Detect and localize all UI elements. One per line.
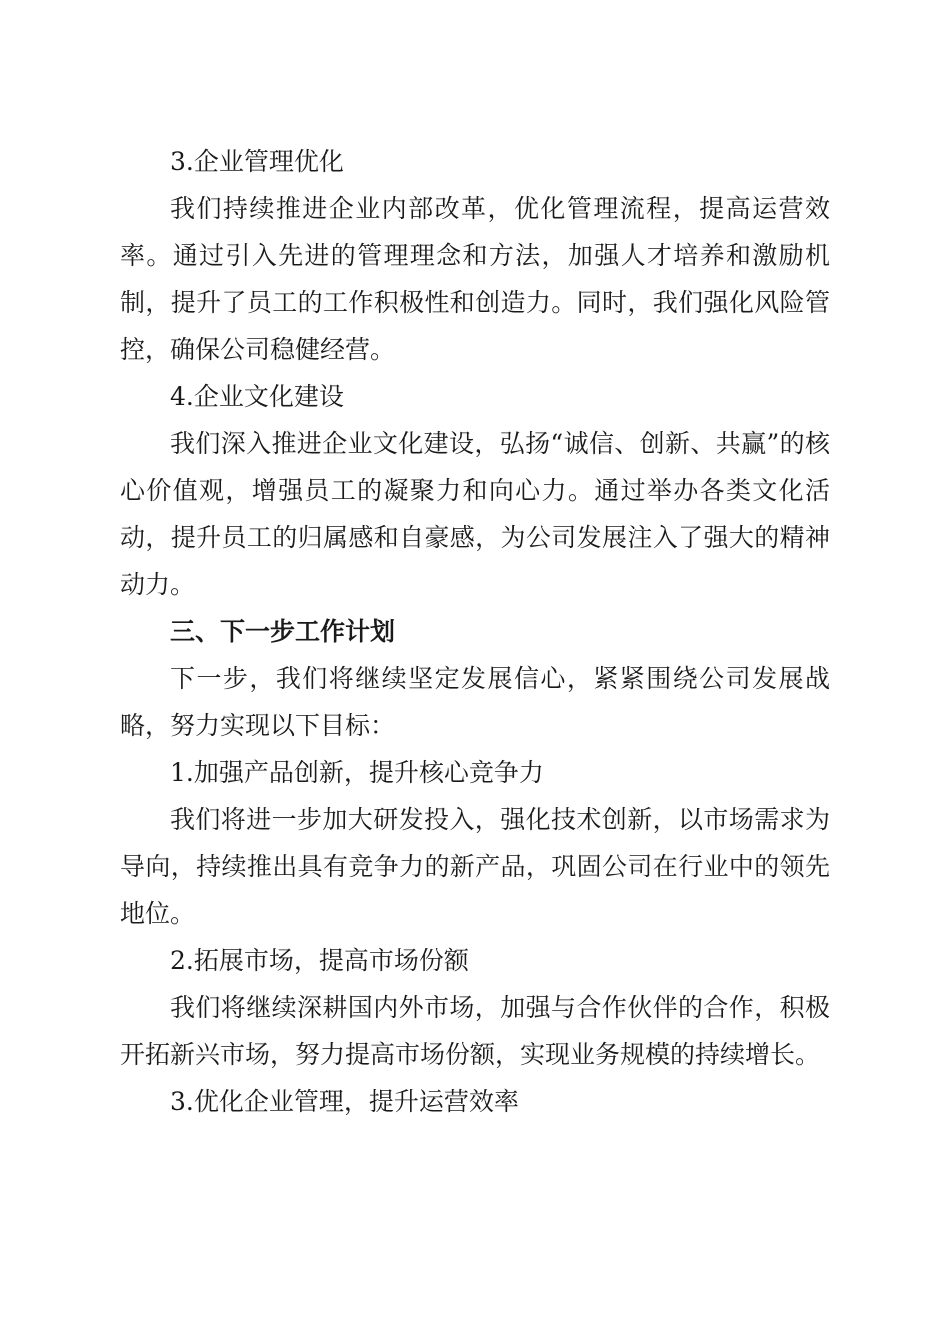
document-body [120,138,830,1125]
paragraph-market-expansion: 我们将继续深耕国内外市场，加强与合作伙伴的合作，积极开拓新兴市场，努力提高市场份额，实现业务规模的持续增长。 [120,993,830,1069]
paragraph-product-innovation: 我们将进一步加大研发投入，强化技术创新，以市场需求为导向，持续推出具有竞争力的新产品，巩固公司在行业中的领先地位。 [120,805,830,928]
subheading-product-innovation: 1.加强产品创新，提升核心竞争力 [170,758,544,787]
subheading-management-optimization: 3.企业管理优化 [170,147,344,176]
subheading-culture-building: 4.企业文化建设 [170,382,344,411]
subheading-market-expansion: 2.拓展市场，提高市场份额 [170,946,469,975]
paragraph-management-optimization: 我们持续推进企业内部改革，优化管理流程，提高运营效率。通过引入先进的管理理念和方法，加强人才培养和激励机制，提升了员工的工作积极性和创造力。同时，我们强化风险管控，确保公司稳健经营。 [120,194,830,364]
paragraph-culture-building: 我们深入推进企业文化建设，弘扬“诚信、创新、共赢”的核心价值观，增强员工的凝聚力和向心力。通过举办各类文化活动，提升员工的归属感和自豪感，为公司发展注入了强大的精神动力。 [120,429,830,599]
subheading-optimize-management: 3.优化企业管理，提升运营效率 [170,1087,519,1116]
paragraph-next-plan-intro: 下一步，我们将继续坚定发展信心，紧紧围绕公司发展战略，努力实现以下目标： [120,664,830,740]
section-heading-next-plan: 三、下一步工作计划 [170,617,396,646]
